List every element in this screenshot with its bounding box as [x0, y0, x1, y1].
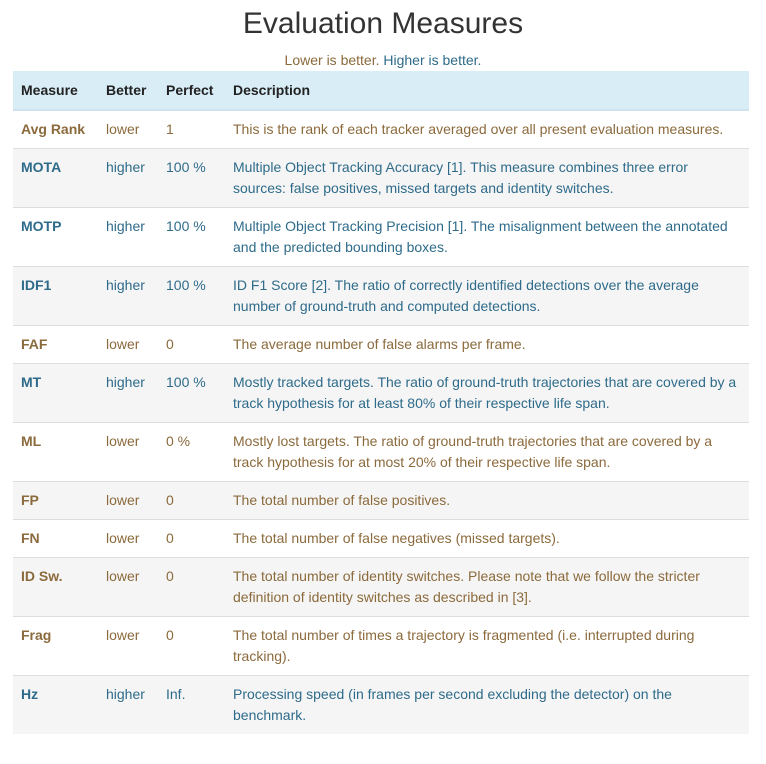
measure-better: higher	[98, 676, 158, 735]
measure-perfect: 0 %	[158, 423, 225, 482]
measure-name: Avg Rank	[13, 110, 98, 149]
measure-perfect: 1	[158, 110, 225, 149]
measure-perfect: 0	[158, 617, 225, 676]
table-row	[13, 326, 749, 364]
measure-perfect: 0	[158, 482, 225, 520]
table-row	[13, 149, 749, 208]
measure-perfect: Inf.	[158, 676, 225, 735]
header-better: Better	[98, 71, 158, 110]
measure-description: Processing speed (in frames per second excluding the detector) on the benchmark.	[225, 676, 749, 735]
table-row	[13, 208, 749, 267]
measure-name: Hz	[13, 676, 98, 735]
measure-description: Mostly tracked targets. The ratio of ground-truth trajectories that are covered by a track hypothesis for at least 80% of their respective life span.	[225, 364, 749, 423]
measure-perfect: 100 %	[158, 149, 225, 208]
table-row	[13, 617, 749, 676]
measure-better: higher	[98, 267, 158, 326]
measure-name: MOTA	[13, 149, 98, 208]
measure-better: lower	[98, 520, 158, 558]
table-row	[13, 520, 749, 558]
header-measure: Measure	[13, 71, 98, 110]
page-title: Evaluation Measures	[242, 7, 524, 40]
evaluation-measures-table	[13, 71, 749, 734]
measure-description: The total number of false negatives (missed targets).	[225, 520, 749, 558]
measure-perfect: 100 %	[158, 208, 225, 267]
table-row	[13, 482, 749, 520]
subtitle-lower-legend: Lower is better.	[284, 52, 380, 68]
table-row	[13, 423, 749, 482]
measure-description: The total number of false positives.	[225, 482, 749, 520]
measure-perfect: 0	[158, 558, 225, 617]
table-row	[13, 267, 749, 326]
measure-perfect: 0	[158, 326, 225, 364]
table-row	[13, 364, 749, 423]
measure-name: ID Sw.	[13, 558, 98, 617]
measure-description: The average number of false alarms per frame.	[225, 326, 749, 364]
subtitle-legend	[0, 50, 766, 72]
table-header-row	[13, 71, 749, 110]
measure-name: IDF1	[13, 267, 98, 326]
measure-name: ML	[13, 423, 98, 482]
table-row	[13, 110, 749, 149]
table-row	[13, 676, 749, 735]
measure-perfect: 100 %	[158, 267, 225, 326]
measure-name: FAF	[13, 326, 98, 364]
measure-perfect: 0	[158, 520, 225, 558]
measure-better: higher	[98, 364, 158, 423]
header-description: Description	[225, 71, 749, 110]
measure-better: lower	[98, 110, 158, 149]
measure-better: lower	[98, 558, 158, 617]
measure-name: Frag	[13, 617, 98, 676]
measure-perfect: 100 %	[158, 364, 225, 423]
subtitle-higher-legend: Higher is better.	[383, 52, 482, 68]
measure-description: Multiple Object Tracking Precision [1]. The misalignment between the annotated and the predicted bounding boxes.	[225, 208, 749, 267]
header-perfect: Perfect	[158, 71, 225, 110]
measure-description: ID F1 Score [2]. The ratio of correctly identified detections over the average number of ground-truth and computed detections.	[225, 267, 749, 326]
measure-name: MT	[13, 364, 98, 423]
measure-name: FN	[13, 520, 98, 558]
measure-name: FP	[13, 482, 98, 520]
table-row	[13, 558, 749, 617]
measure-description: This is the rank of each tracker averaged over all present evaluation measures.	[225, 110, 749, 149]
measure-better: lower	[98, 617, 158, 676]
measure-better: higher	[98, 149, 158, 208]
measure-name: MOTP	[13, 208, 98, 267]
measure-description: Mostly lost targets. The ratio of ground-truth trajectories that are covered by a track hypothesis for at most 20% of their respective life span.	[225, 423, 749, 482]
measure-description: The total number of identity switches. Please note that we follow the stricter definition of identity switches as described in [3].	[225, 558, 749, 617]
measure-better: lower	[98, 482, 158, 520]
measure-better: lower	[98, 326, 158, 364]
measure-description: Multiple Object Tracking Accuracy [1]. This measure combines three error sources: false positives, missed targets and identity switches.	[225, 149, 749, 208]
measure-better: higher	[98, 208, 158, 267]
measure-description: The total number of times a trajectory is fragmented (i.e. interrupted during tracking).	[225, 617, 749, 676]
measure-better: lower	[98, 423, 158, 482]
